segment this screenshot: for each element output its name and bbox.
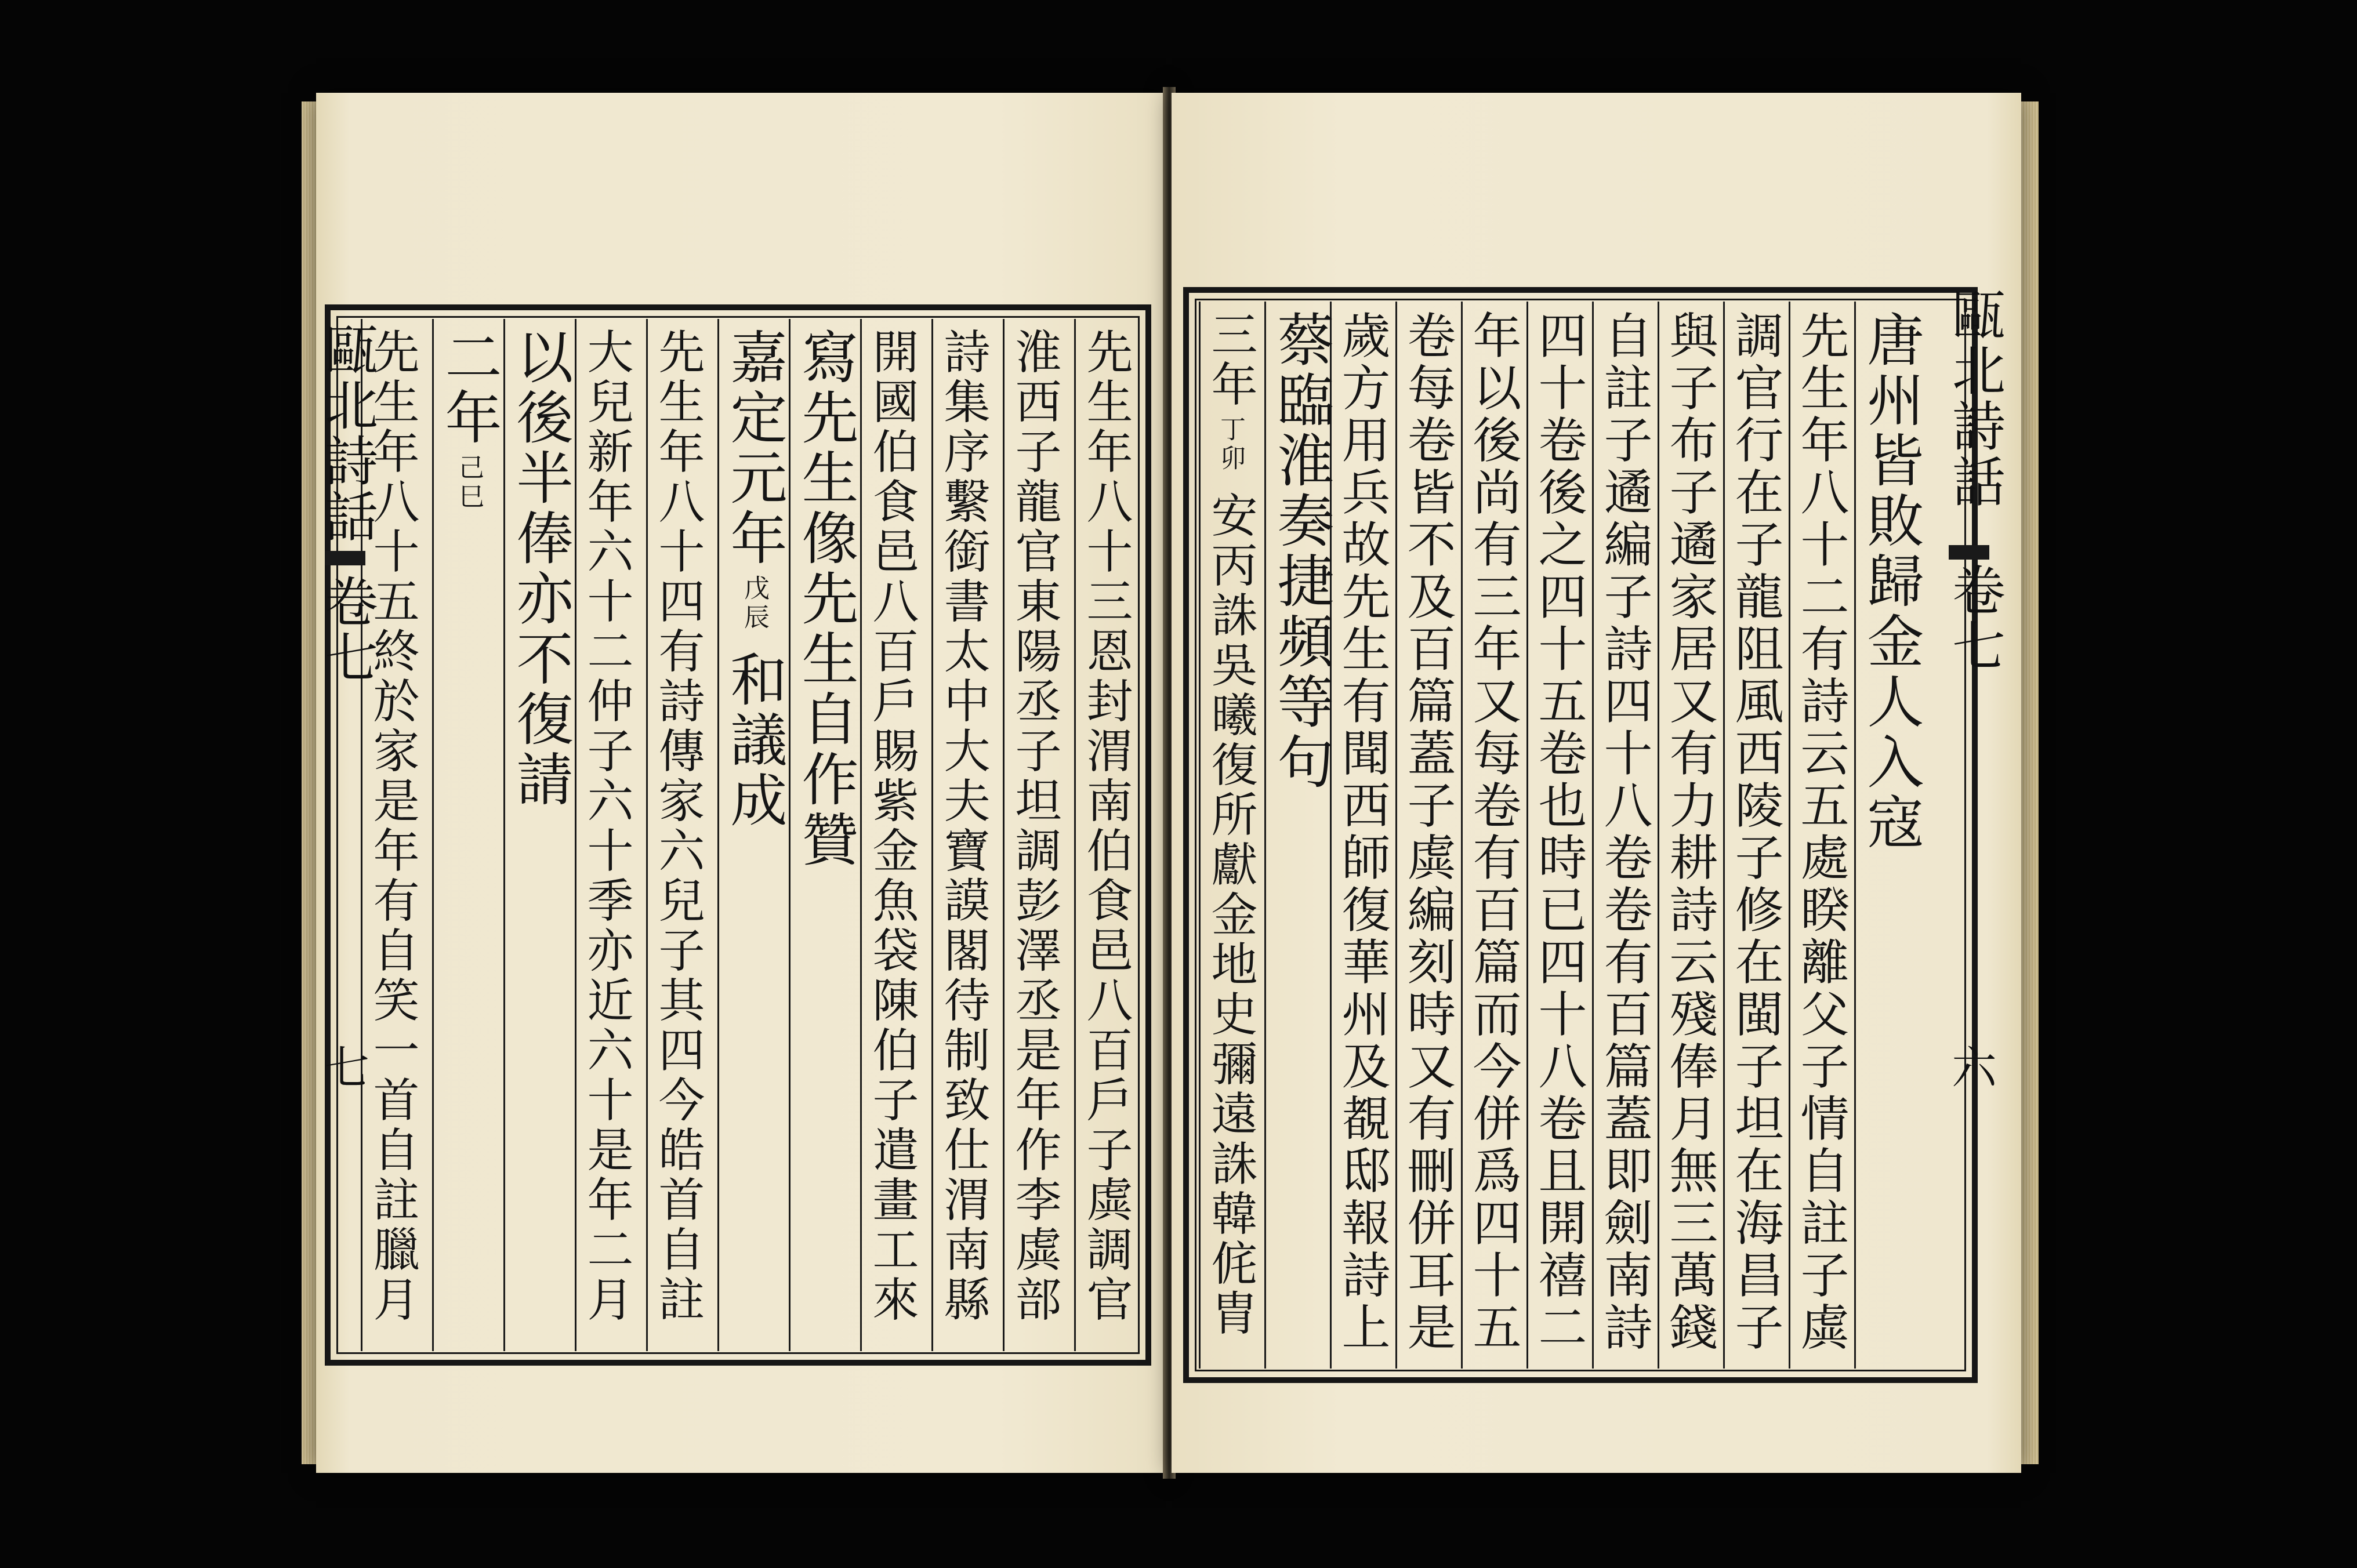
- text-column: [1399, 310, 1456, 1354]
- text-column: [1007, 328, 1061, 1325]
- column-tail-text: 和議成: [721, 650, 787, 831]
- column-text: 先生年八十二有詩云五處睽離父子情自註子虡: [1793, 310, 1850, 1354]
- column-rule: [1526, 302, 1528, 1369]
- text-column: [1662, 310, 1718, 1354]
- text-column: [1079, 328, 1133, 1325]
- column-text: 四十卷後之四十五卷也時已四十八卷且開禧二: [1531, 310, 1587, 1354]
- column-rule: [1461, 302, 1463, 1369]
- column-rule: [503, 319, 505, 1351]
- column-text: 三年: [1203, 310, 1257, 410]
- column-text: 淮西子龍官東陽丞子坦調彭澤丞是年作李虡部: [1007, 328, 1061, 1325]
- right-fish-tail-mark: [1949, 545, 1989, 560]
- column-rule: [432, 319, 434, 1351]
- text-column: [579, 328, 633, 1325]
- text-column: [1727, 310, 1784, 1354]
- column-rule: [1789, 302, 1790, 1369]
- text-column: [936, 328, 990, 1325]
- column-text: 年以後尚有三年又每卷有百篇而今併爲四十五: [1465, 310, 1522, 1354]
- column-rule: [646, 319, 648, 1351]
- right-banxin-volume: 卷七: [1943, 562, 2006, 674]
- interlinear-annotation: 己巳: [454, 454, 484, 512]
- right-banxin-title: 甌北詩話: [1943, 287, 2006, 510]
- right-banxin: [1943, 287, 2006, 1380]
- text-column: [721, 328, 787, 831]
- text-column: [1334, 310, 1391, 1354]
- column-text: 先生年八十四有詩傳家六兒子其四今皓首自註: [651, 328, 705, 1325]
- left-fish-tail-mark: [325, 551, 365, 565]
- column-text: 開國伯食邑八百戶賜紫金魚袋陳伯子遣畫工來: [865, 328, 919, 1325]
- column-text: 先生年八十五終於家是年有自笑一首自註臘月: [365, 328, 419, 1325]
- column-text: 蔡臨淮奏捷頻等句: [1268, 310, 1334, 793]
- text-column: [1465, 310, 1522, 1354]
- column-text: 大兒新年六十二仲子六十季亦近六十是年二月: [579, 328, 633, 1325]
- text-column: [436, 328, 502, 512]
- column-text: 唐州皆敗歸金人入寇: [1858, 310, 1924, 853]
- column-rule: [1003, 319, 1005, 1351]
- column-rule: [575, 319, 576, 1351]
- column-text: 與子布子遹家居又有力耕詩云殘俸月無三萬錢: [1662, 310, 1718, 1354]
- column-text: 寫先生像先生自作贊: [792, 328, 858, 870]
- column-text: 調官行在子龍阻風西陵子修在閩子坦在海昌子: [1727, 310, 1784, 1354]
- right-banxin-page: 六: [1944, 1044, 1996, 1091]
- text-column: [1596, 310, 1653, 1354]
- column-tail-text: 安丙誅吳曦復所獻金地史彌遠誅韓侂胄: [1203, 491, 1257, 1339]
- column-text: 自註子遹編子詩四十八卷卷有百篇蓋即劍南詩: [1596, 310, 1653, 1354]
- text-column: [792, 328, 858, 870]
- column-rule: [1264, 302, 1266, 1369]
- text-column: [651, 328, 705, 1325]
- interlinear-annotation: 丁卯: [1216, 416, 1245, 474]
- text-column: [1268, 310, 1334, 793]
- text-column: [507, 328, 573, 810]
- column-rule: [789, 319, 790, 1351]
- column-text: 先生年八十三恩封渭南伯食邑八百戶子虡調官: [1079, 328, 1133, 1325]
- column-rule: [1330, 302, 1332, 1369]
- column-text: 卷每卷皆不及百篇蓋子虡編刻時又有刪併耳是: [1399, 310, 1456, 1354]
- text-column: [1793, 310, 1850, 1354]
- column-text: 詩集序繫銜書太中大夫寶謨閣待制致仕渭南縣: [936, 328, 990, 1325]
- column-rule: [1854, 302, 1856, 1369]
- right-page-text-frame: [1183, 287, 1978, 1383]
- left-banxin-volume: 卷七: [316, 574, 378, 685]
- text-column: [1203, 310, 1257, 1339]
- column-rule: [717, 319, 719, 1351]
- left-page-text-frame: [325, 304, 1151, 1366]
- column-rule: [1723, 302, 1725, 1369]
- column-rule: [1592, 302, 1594, 1369]
- left-banxin-page: 七: [317, 1044, 369, 1091]
- column-text: 以後半俸亦不復請: [507, 328, 573, 810]
- column-text: 嘉定元年: [721, 328, 787, 569]
- left-banxin-title: 甌北詩話: [316, 322, 378, 545]
- column-rule: [931, 319, 933, 1351]
- text-column: [1858, 310, 1924, 853]
- column-rule: [1199, 302, 1201, 1369]
- column-rule: [1395, 302, 1397, 1369]
- column-rule: [1658, 302, 1659, 1369]
- interlinear-annotation: 戊辰: [739, 575, 769, 633]
- column-text: 歲方用兵故先生有聞西師復華州及覩邸報詩上: [1334, 310, 1391, 1354]
- column-rule: [1074, 319, 1076, 1351]
- left-banxin: [313, 302, 383, 1369]
- column-rule: [860, 319, 862, 1351]
- text-column: [865, 328, 919, 1325]
- text-column: [1531, 310, 1587, 1354]
- column-text: 二年: [436, 328, 502, 448]
